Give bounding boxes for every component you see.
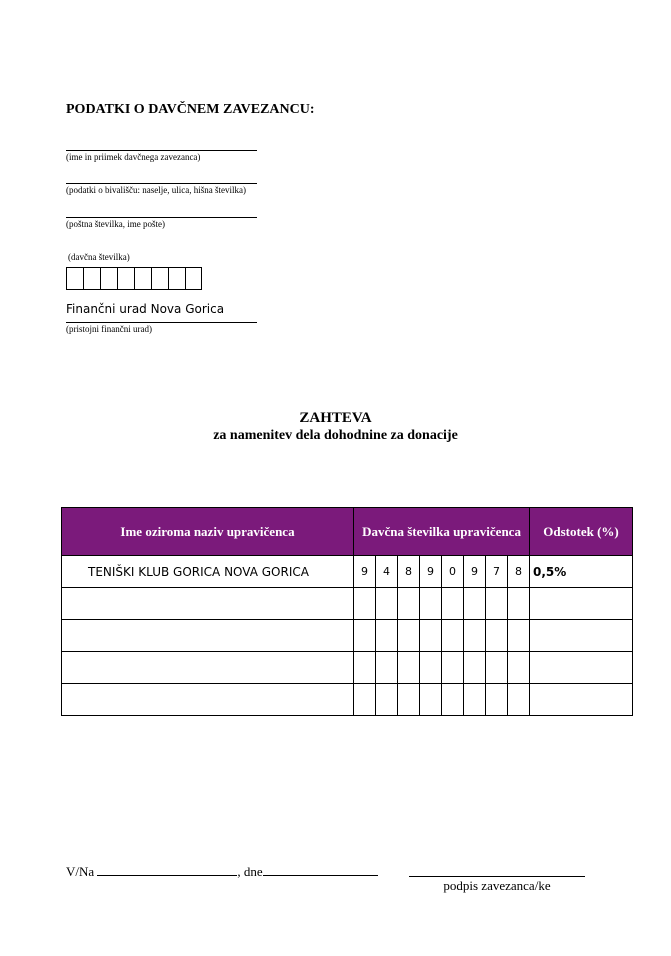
tax-digit-box[interactable]	[185, 267, 202, 290]
recipient-name-cell[interactable]	[62, 652, 354, 684]
percent-cell[interactable]	[530, 620, 633, 652]
recipient-name-cell[interactable]	[62, 684, 354, 716]
tax-digit-cell[interactable]	[464, 684, 486, 716]
tax-digit-cell[interactable]	[464, 652, 486, 684]
tax-digit-cell[interactable]	[354, 620, 376, 652]
percent-cell[interactable]	[530, 588, 633, 620]
request-title: ZAHTEVA	[299, 410, 372, 426]
tax-digit-cell[interactable]: 0	[442, 556, 464, 588]
tax-digit-cell[interactable]: 9	[354, 556, 376, 588]
table-row	[62, 556, 633, 588]
name-caption: (ime in priimek davčnega zavezanca)	[66, 152, 201, 162]
percent-cell[interactable]	[530, 684, 633, 716]
tax-digit-cell[interactable]	[420, 620, 442, 652]
tax-digit-box[interactable]	[83, 267, 100, 290]
name-line[interactable]	[66, 150, 257, 151]
table-header-row	[62, 508, 633, 556]
tax-digit-box[interactable]	[117, 267, 134, 290]
tax-digit-box[interactable]	[168, 267, 185, 290]
tax-digit-cell[interactable]	[486, 652, 508, 684]
table-row	[62, 684, 633, 716]
address-line[interactable]	[66, 183, 257, 184]
tax-digit-cell[interactable]: 8	[398, 556, 420, 588]
column-header-tax-number: Davčna številka upravičenca	[354, 508, 530, 556]
tax-digit-cell[interactable]	[354, 588, 376, 620]
tax-digit-cell[interactable]: 9	[464, 556, 486, 588]
signature-caption: podpis zavezanca/ke	[443, 878, 551, 893]
tax-digit-cell[interactable]	[398, 684, 420, 716]
tax-digit-cell[interactable]	[464, 588, 486, 620]
place-date-line	[66, 862, 378, 880]
table-row	[62, 652, 633, 684]
percent-cell[interactable]	[530, 652, 633, 684]
tax-digit-box[interactable]	[151, 267, 168, 290]
recipient-name-cell[interactable]	[62, 620, 354, 652]
tax-number-caption: (davčna številka)	[68, 252, 130, 262]
tax-digit-cell[interactable]	[398, 652, 420, 684]
tax-digit-cell[interactable]	[354, 652, 376, 684]
recipient-name-cell[interactable]	[62, 588, 354, 620]
percent-cell[interactable]: 0,5%	[530, 556, 633, 588]
column-header-percent: Odstotek (%)	[530, 508, 633, 556]
tax-digit-cell[interactable]	[376, 684, 398, 716]
tax-digit-cell[interactable]	[442, 620, 464, 652]
donations-table	[61, 507, 633, 716]
tax-digit-cell[interactable]	[508, 620, 530, 652]
signature-line[interactable]	[409, 876, 585, 877]
tax-digit-cell[interactable]: 8	[508, 556, 530, 588]
tax-digit-cell[interactable]	[420, 588, 442, 620]
tax-digit-cell[interactable]	[508, 652, 530, 684]
tax-digit-cell[interactable]: 7	[486, 556, 508, 588]
post-line[interactable]	[66, 217, 257, 218]
date-field[interactable]	[263, 862, 378, 876]
tax-digit-box[interactable]	[134, 267, 151, 290]
tax-digit-cell[interactable]	[354, 684, 376, 716]
tax-digit-cell[interactable]: 4	[376, 556, 398, 588]
tax-digit-cell[interactable]	[442, 652, 464, 684]
tax-digit-cell[interactable]	[486, 684, 508, 716]
taxpayer-data-heading: PODATKI O DAVČNEM ZAVEZANCU:	[66, 102, 315, 117]
tax-office-caption: (pristojni finančni urad)	[66, 324, 152, 334]
tax-digit-cell[interactable]	[376, 588, 398, 620]
table-row	[62, 588, 633, 620]
tax-digit-cell[interactable]	[442, 588, 464, 620]
tax-digit-cell[interactable]	[442, 684, 464, 716]
tax-digit-cell[interactable]	[508, 588, 530, 620]
place-field[interactable]	[97, 862, 237, 876]
tax-digit-cell[interactable]	[398, 588, 420, 620]
tax-digit-cell[interactable]	[508, 684, 530, 716]
request-subtitle: za namenitev dela dohodnine za donacije	[213, 428, 458, 443]
tax-digit-box[interactable]	[100, 267, 117, 290]
tax-digit-cell[interactable]	[376, 652, 398, 684]
tax-digit-box[interactable]	[66, 267, 83, 290]
tax-digit-cell[interactable]	[398, 620, 420, 652]
tax-digit-cell[interactable]: 9	[420, 556, 442, 588]
column-header-name: Ime oziroma naziv upravičenca	[62, 508, 354, 556]
recipient-name-cell[interactable]: TENIŠKI KLUB GORICA NOVA GORICA	[62, 556, 354, 588]
post-caption: (poštna številka, ime pošte)	[66, 219, 165, 229]
tax-digit-cell[interactable]	[420, 684, 442, 716]
tax-digit-cell[interactable]	[486, 620, 508, 652]
table-row	[62, 620, 633, 652]
tax-office-value[interactable]: Finančni urad Nova Gorica	[66, 302, 225, 316]
date-label: , dne	[237, 864, 263, 879]
tax-digit-cell[interactable]	[464, 620, 486, 652]
address-caption: (podatki o bivališču: naselje, ulica, hišna številka)	[66, 185, 246, 195]
tax-digit-cell[interactable]	[420, 652, 442, 684]
tax-digit-cell[interactable]	[486, 588, 508, 620]
tax-number-boxes[interactable]	[66, 267, 202, 290]
tax-office-line	[66, 322, 257, 323]
place-label: V/Na	[66, 864, 95, 879]
tax-digit-cell[interactable]	[376, 620, 398, 652]
